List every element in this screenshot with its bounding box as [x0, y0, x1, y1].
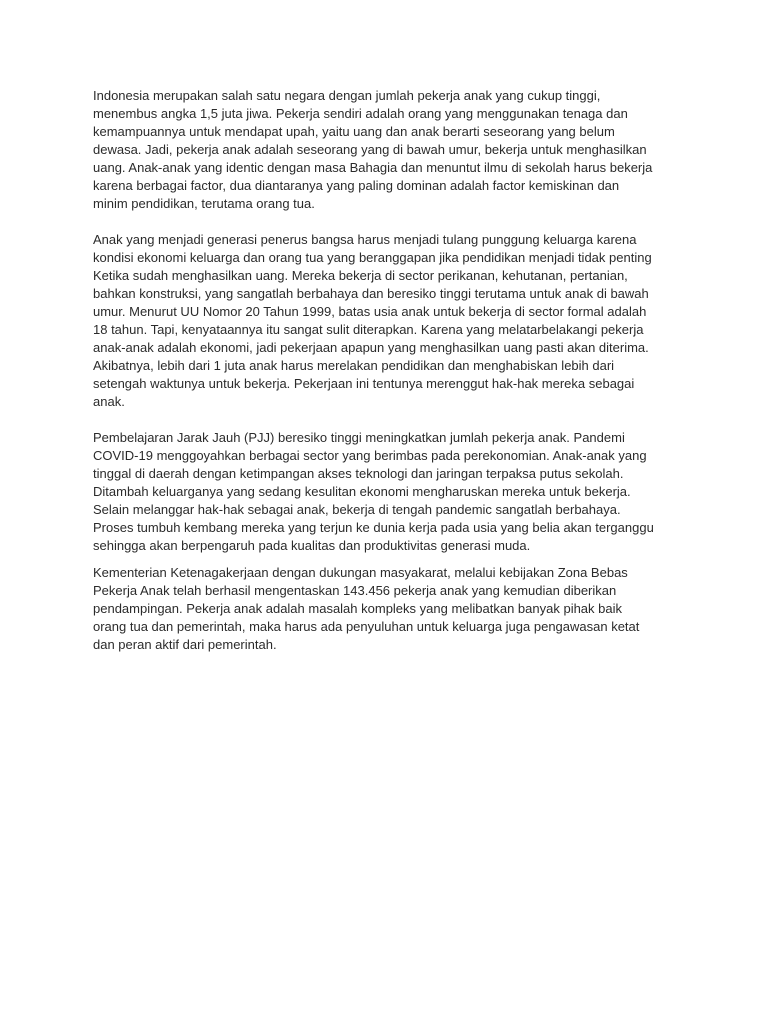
text-line: pendampingan. Pekerja anak adalah masalah kompleks yang melibatkan banyak pihak baik: [93, 601, 623, 616]
text-line: uang. Anak-anak yang identic dengan masa Bahagia dan menuntut ilmu di sekolah harus bekerja: [93, 160, 653, 175]
text-line: umur. Menurut UU Nomor 20 Tahun 1999, batas usia anak untuk bekerja di sector formal adalah: [93, 304, 647, 319]
text-line: 18 tahun. Tapi, kenyataannya itu sangat sulit diterapkan. Karena yang melatarbelakangi pekerja: [93, 322, 644, 337]
text-line: minim pendidikan, terutama orang tua.: [93, 196, 315, 211]
text-line: karena berbagai factor, dua diantaranya yang paling dominan adalah factor kemiskinan dan: [93, 178, 620, 193]
document-page: [93, 87, 683, 654]
paragraph-4: [93, 564, 683, 654]
paragraph-2: [93, 231, 683, 411]
text-line: Ditambah keluarganya yang sedang kesulitan ekonomi mengharuskan mereka untuk bekerja.: [93, 484, 631, 499]
text-line: anak-anak adalah ekonomi, jadi pekerjaan apapun yang menghasilkan uang pasti akan diterima.: [93, 340, 649, 355]
text-line: setengah waktunya untuk bekerja. Pekerjaan ini tentunya merenggut hak-hak mereka sebagai: [93, 376, 635, 391]
text-line: sehingga akan berpengaruh pada kualitas dan produktivitas generasi muda.: [93, 538, 531, 553]
text-line: tinggal di daerah dengan ketimpangan akses teknologi dan jaringan terpaksa putus sekolah.: [93, 466, 624, 481]
text-line: Indonesia merupakan salah satu negara dengan jumlah pekerja anak yang cukup tinggi,: [93, 88, 601, 103]
text-line: Selain melanggar hak-hak sebagai anak, bekerja di tengah pandemic sangatlah berbahaya.: [93, 502, 621, 517]
text-line: bahkan konstruksi, yang sangatlah berbahaya dan beresiko tinggi terutama untuk anak di bawah: [93, 286, 649, 301]
text-line: Pekerja Anak telah berhasil mengentaskan 143.456 pekerja anak yang kemudian diberikan: [93, 583, 617, 598]
text-line: orang tua dan pemerintah, maka harus ada penyuluhan untuk keluarga juga pengawasan ketat: [93, 619, 640, 634]
text-line: Ketika sudah menghasilkan uang. Mereka bekerja di sector perikanan, kehutanan, pertanian,: [93, 268, 628, 283]
paragraph-1: [93, 87, 683, 213]
text-line: Anak yang menjadi generasi penerus bangsa harus menjadi tulang punggung keluarga karena: [93, 232, 637, 247]
paragraph-3: [93, 429, 683, 555]
text-line: kondisi ekonomi keluarga dan orang tua yang beranggapan jika pendidikan menjadi tidak penting: [93, 250, 652, 265]
text-line: dan peran aktif dari pemerintah.: [93, 637, 277, 652]
text-line: Akibatnya, lebih dari 1 juta anak harus merelakan pendidikan dan menghabiskan lebih dari: [93, 358, 615, 373]
text-line: anak.: [93, 394, 125, 409]
text-line: Proses tumbuh kembang mereka yang terjun ke dunia kerja pada usia yang belia akan terganggu: [93, 520, 654, 535]
text-line: kemampuannya untuk mendapat upah, yaitu uang dan anak berarti seseorang yang belum: [93, 124, 615, 139]
text-line: COVID-19 menggoyahkan berbagai sector yang berimbas pada perekonomian. Anak-anak yang: [93, 448, 647, 463]
text-line: menembus angka 1,5 juta jiwa. Pekerja sendiri adalah orang yang menggunakan tenaga dan: [93, 106, 628, 121]
text-line: Kementerian Ketenagakerjaan dengan dukungan masyakarat, melalui kebijakan Zona Bebas: [93, 565, 628, 580]
text-line: Pembelajaran Jarak Jauh (PJJ) beresiko tinggi meningkatkan jumlah pekerja anak. Pandemi: [93, 430, 625, 445]
text-line: dewasa. Jadi, pekerja anak adalah seseorang yang di bawah umur, bekerja untuk menghasilkan: [93, 142, 647, 157]
